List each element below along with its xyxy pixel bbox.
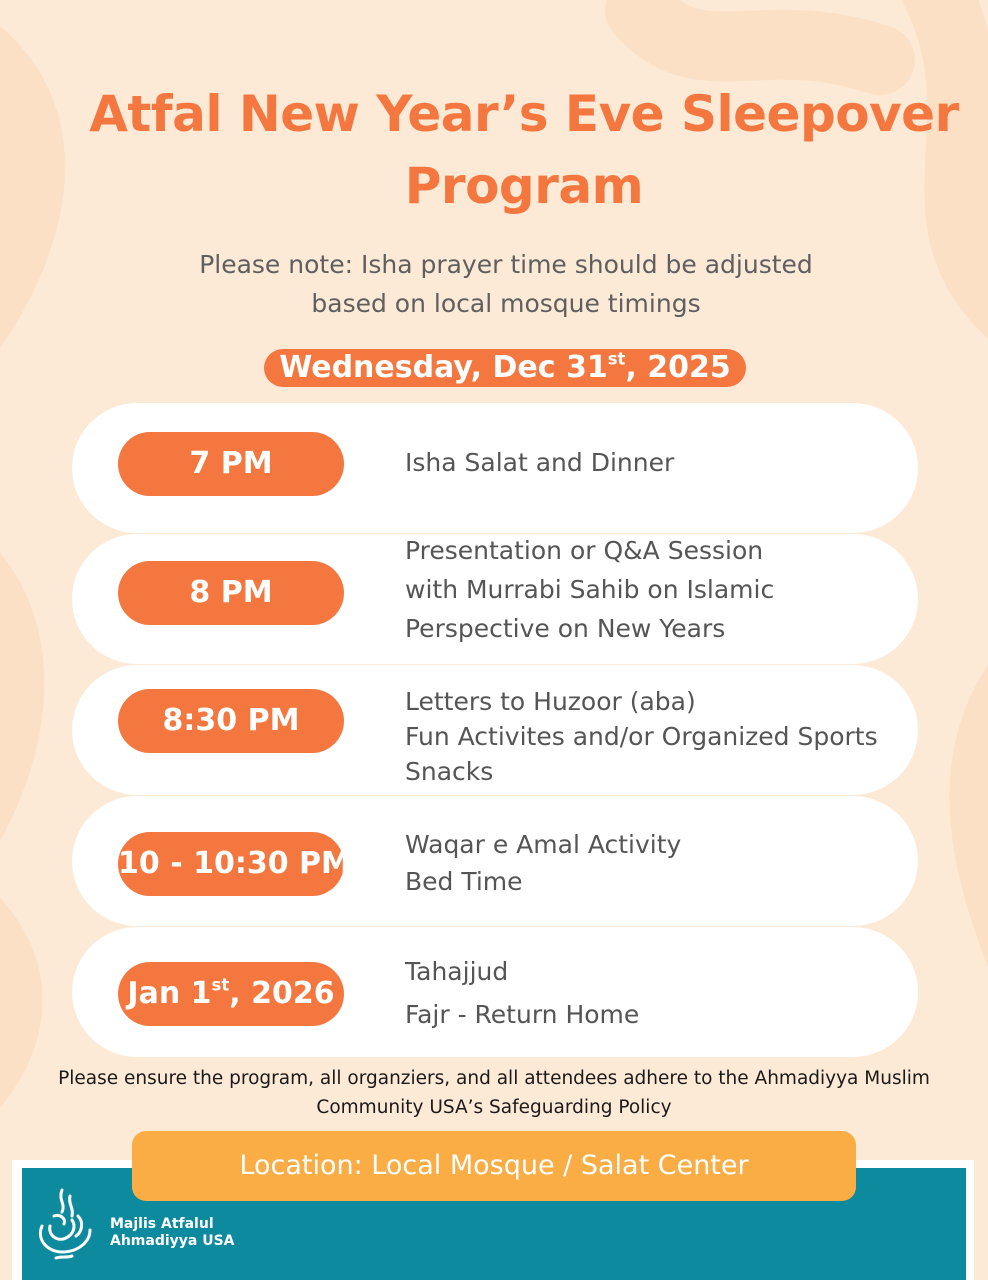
activity-line: Letters to Huzoor (aba) (405, 687, 696, 716)
time-badge: 8:30 PM (118, 689, 344, 753)
page-title (80, 78, 968, 222)
time-badge-suffix: st (211, 975, 230, 995)
org-line-1: Majlis Atfalul (110, 1216, 214, 1232)
activity-description (405, 950, 905, 1036)
safeguarding-line-1: Please ensure the program, all organziers, and all attendees adhere to the Ahmadiyya Muslim (58, 1068, 930, 1089)
time-badge-year: , 2026 (229, 976, 335, 1011)
activity-line: Presentation or Q&A Session (405, 536, 764, 565)
activity-description (405, 444, 905, 482)
time-badge: 7 PM (118, 432, 344, 496)
safeguarding-line-2: Community USA’s Safeguarding Policy (316, 1097, 672, 1118)
time-badge: 8 PM (118, 561, 344, 625)
activity-line: Snacks (405, 757, 494, 786)
activity-line: Isha Salat and Dinner (405, 448, 675, 477)
safeguarding-notice (20, 1064, 968, 1122)
location-banner: Location: Local Mosque / Salat Center (132, 1131, 856, 1201)
date-badge (264, 349, 746, 387)
activity-line: Fajr - Return Home (405, 1000, 640, 1029)
activity-line: with Murrabi Sahib on Islamic (405, 575, 775, 604)
time-badge (118, 962, 344, 1026)
activity-line: Tahajjud (405, 957, 509, 986)
organization-name (110, 1216, 235, 1250)
prayer-note (150, 245, 862, 323)
activity-description (405, 684, 905, 789)
date-year: , 2025 (625, 350, 731, 385)
date-suffix: st (607, 349, 626, 369)
activity-line: Waqar e Amal Activity (405, 830, 682, 859)
activity-line: Fun Activites and/or Organized Sports (405, 722, 878, 751)
time-badge-text: Jan 1 (127, 976, 212, 1011)
title-line-2: Program (404, 157, 644, 215)
activity-line: Perspective on New Years (405, 614, 726, 643)
activity-description (405, 826, 905, 900)
date-text: Wednesday, Dec 31 (279, 350, 608, 385)
note-line-2: based on local mosque timings (311, 289, 701, 318)
calligraphy-logo-icon (32, 1186, 98, 1262)
note-line-1: Please note: Isha prayer time should be adjusted (199, 250, 813, 279)
time-badge: 10 - 10:30 PM (118, 832, 344, 896)
activity-line: Bed Time (405, 867, 523, 896)
activity-description (405, 531, 905, 648)
title-line-1: Atfal New Year’s Eve Sleepover (89, 85, 959, 143)
org-line-2: Ahmadiyya USA (110, 1233, 235, 1249)
